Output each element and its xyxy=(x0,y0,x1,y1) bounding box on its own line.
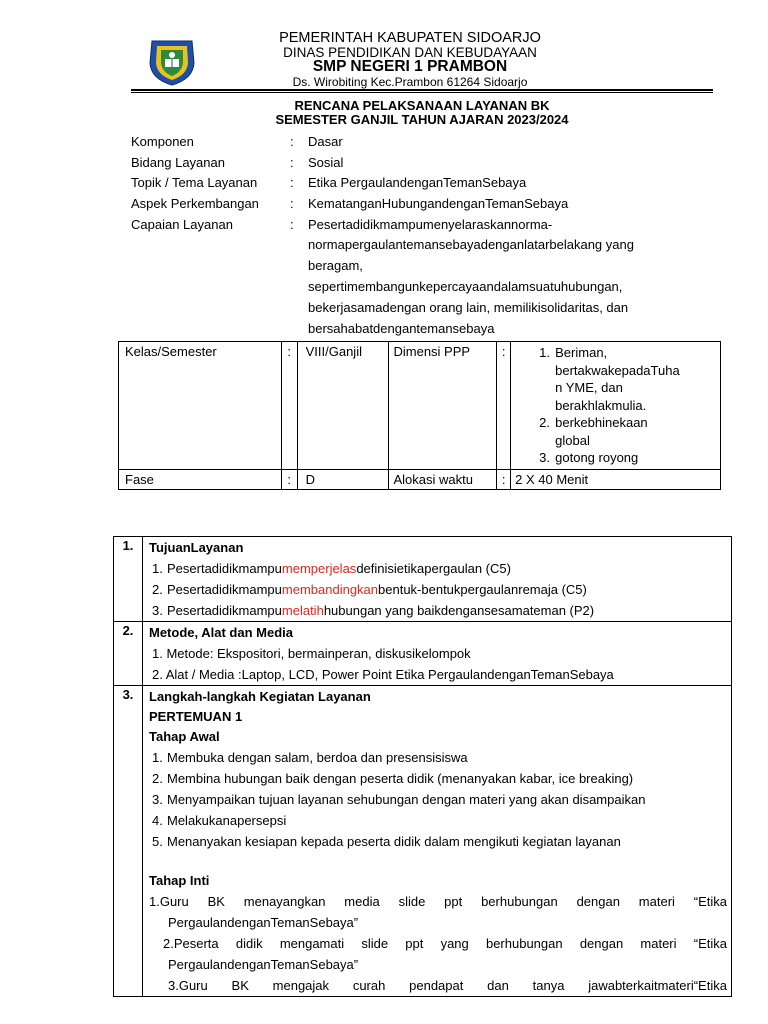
section-heading: Langkah-langkah Kegiatan Layanan xyxy=(149,689,371,704)
colon: : xyxy=(497,469,511,489)
document-title: RENCANA PELAKSANAAN LAYANAN BK xyxy=(294,98,550,113)
capaian-line: bersahabatdengantemansebaya xyxy=(308,321,495,336)
alokasi-value: 2 X 40 Menit xyxy=(511,469,721,489)
list-item: 2. Alat / Media :Laptop, LCD, Power Point Etika PergaulandenganTemanSebaya xyxy=(152,667,614,682)
metode-cell xyxy=(143,622,732,686)
list-item: 3. gotong royong xyxy=(539,450,639,465)
colon: : xyxy=(290,155,294,170)
dimensi-list xyxy=(515,344,716,467)
dimensi-cell xyxy=(511,342,721,470)
colon: : xyxy=(281,469,297,489)
inti-item-2-cont: PergaulandenganTemanSebaya” xyxy=(168,957,359,972)
list-item: 2. Membina hubungan baik dengan peserta didik (menanyakan kabar, ice breaking) xyxy=(152,771,634,786)
tahap-inti-heading: Tahap Inti xyxy=(149,873,210,888)
list-item: 1. Metode: Ekspositori, bermainperan, diskusikelompok xyxy=(152,646,471,661)
letterhead-rule-thick xyxy=(131,89,713,91)
capaian-line: Pesertadidikmampumenyelaraskannorma- xyxy=(308,217,553,232)
department-name: DINAS PENDIDIKAN DAN KEBUDAYAAN xyxy=(283,45,537,60)
list-item: 1. Pesertadidikmampumemperjelasdefinisietikapergaulan (C5) xyxy=(152,561,511,576)
letterhead-rule-thin xyxy=(131,92,713,93)
section-heading: Metode, Alat dan Media xyxy=(149,625,293,640)
capaian-label: Capaian Layanan xyxy=(131,217,233,232)
list-item: 1. Beriman, bertakwakepadaTuha n YME, dan berakhlakmulia. xyxy=(539,345,680,413)
list-item: 5. Menanyakan kesiapan kepada peserta didik dalam mengikuti kegiatan layanan xyxy=(152,834,621,849)
capaian-line: bekerjasamadengan orang lain, memilikisolidaritas, dan xyxy=(308,300,629,315)
langkah-cell xyxy=(143,686,732,997)
tahap-awal-heading: Tahap Awal xyxy=(149,729,220,744)
alokasi-label: Alokasi waktu xyxy=(389,469,497,489)
section-number: 3. xyxy=(114,686,143,997)
fase-value: D xyxy=(297,469,389,489)
aspek-value: KematanganHubungandenganTemanSebaya xyxy=(308,196,569,211)
dimensi-label: Dimensi PPP xyxy=(389,342,497,470)
aspek-label: Aspek Perkembangan xyxy=(131,196,259,211)
bidang-value: Sosial xyxy=(308,155,344,170)
fase-label: Fase xyxy=(119,469,282,489)
capaian-line: normapergaulantemansebayadenganlatarbelakang yang xyxy=(308,237,634,252)
main-table xyxy=(113,536,732,997)
kelas-value: VIII/Ganjil xyxy=(297,342,389,470)
inti-item-1-cont: PergaulandenganTemanSebaya” xyxy=(168,915,359,930)
list-item: 3. Menyampaikan tujuan layanan sehubungan dengan materi yang akan disampaikan xyxy=(152,792,646,807)
list-item: 3. Pesertadidikmampumelatihhubungan yang baikdengansesamateman (P2) xyxy=(152,603,595,618)
table-row xyxy=(119,469,721,489)
section-number: 1. xyxy=(114,537,143,622)
kelas-table xyxy=(118,341,721,490)
colon: : xyxy=(290,217,294,232)
colon: : xyxy=(281,342,297,470)
school-address: Ds. Wirobiting Kec.Prambon 61264 Sidoarjo xyxy=(292,75,528,89)
colon: : xyxy=(290,175,294,190)
inti-item-3: 3.Guru BK mengajak curah pendapat dan tanya jawabterkaitmateri“Etika xyxy=(168,978,727,993)
school-name: SMP NEGERI 1 PRAMBON xyxy=(312,58,508,75)
sidoarjo-emblem-icon xyxy=(146,37,198,87)
komponen-label: Komponen xyxy=(131,134,194,149)
government-name: PEMERINTAH KABUPATEN SIDOARJO xyxy=(279,30,541,46)
capaian-line: sepertimembangunkepercayaandalamsuatuhubungan, xyxy=(308,279,623,294)
table-row xyxy=(119,342,721,470)
list-item: 2. Pesertadidikmampumembandingkanbentuk-bentukpergaulanremaja (C5) xyxy=(152,582,587,597)
topik-label: Topik / Tema Layanan xyxy=(131,175,258,190)
colon: : xyxy=(497,342,511,470)
list-item: 2. berkebhinekaan global xyxy=(539,415,648,448)
list-item: 4. Melakukanapersepsi xyxy=(152,813,287,828)
list-item: 1. Membuka dengan salam, berdoa dan presensisiswa xyxy=(152,750,468,765)
table-row xyxy=(114,537,732,622)
bidang-label: Bidang Layanan xyxy=(131,155,225,170)
inti-item-2: 2.Peserta didik mengamati slide ppt yang berhubungan dengan materi “Etika xyxy=(163,936,727,951)
table-row xyxy=(114,686,732,997)
pertemuan-heading: PERTEMUAN 1 xyxy=(149,709,243,724)
document-subtitle: SEMESTER GANJIL TAHUN AJARAN 2023/2024 xyxy=(275,112,569,127)
section-number: 2. xyxy=(114,622,143,686)
topik-value: Etika PergaulandenganTemanSebaya xyxy=(308,175,527,190)
capaian-line: beragam, xyxy=(308,258,363,273)
table-row xyxy=(114,622,732,686)
colon: : xyxy=(290,134,294,149)
komponen-value: Dasar xyxy=(308,134,343,149)
spacer xyxy=(149,852,727,871)
inti-item-1: 1.Guru BK menayangkan media slide ppt berhubungan dengan materi “Etika xyxy=(149,894,727,909)
kelas-label: Kelas/Semester xyxy=(119,342,282,470)
tujuan-cell xyxy=(143,537,732,622)
colon: : xyxy=(290,196,294,211)
section-heading: TujuanLayanan xyxy=(149,540,244,555)
